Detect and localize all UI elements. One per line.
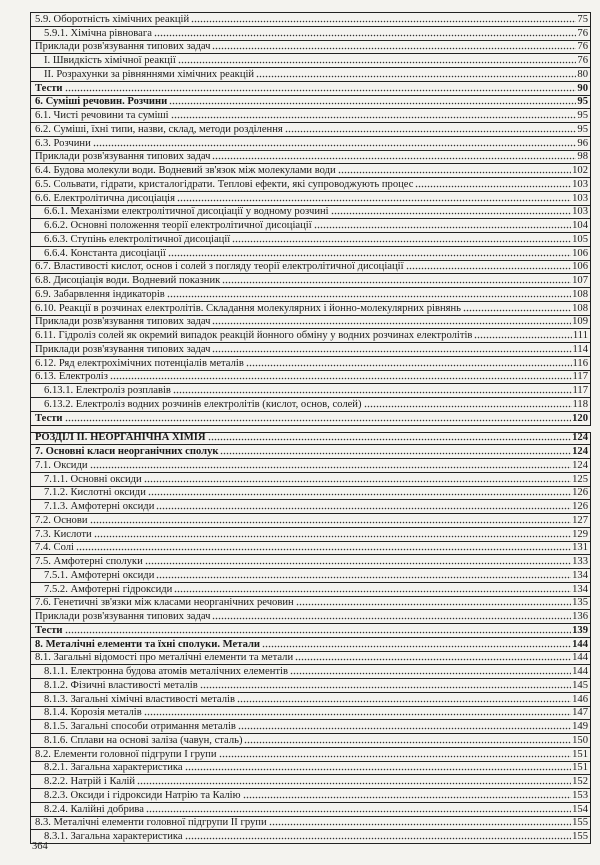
toc-entry-title: 6.8. Дисоціація води. Водневий показник	[35, 275, 221, 286]
toc-entry-title: 8. Металічні елементи та їхні сполуки. Метали	[35, 638, 261, 650]
toc-entry-title: Тести	[35, 412, 63, 424]
dot-leader	[177, 199, 571, 202]
toc-entry-title: 8.1.1. Електронна будова атомів металічних елементів	[44, 666, 288, 677]
dot-leader	[295, 658, 571, 661]
toc-entry	[31, 412, 591, 426]
toc-entry-page: 95	[577, 110, 588, 121]
toc-entry-page: 76	[577, 41, 588, 53]
toc-entry-page: 120	[572, 412, 588, 424]
toc-entry	[31, 789, 591, 803]
toc-entry-title: 7.4. Солі	[35, 542, 74, 554]
toc-entry-page: 150	[572, 734, 588, 746]
dot-leader	[244, 741, 571, 744]
dot-leader	[238, 727, 571, 730]
toc-entry-page: 80	[577, 68, 588, 80]
toc-entry-page: 153	[572, 789, 588, 801]
toc-entry-title: 6.13.1. Електроліз розплавів	[44, 385, 171, 396]
toc-entry-title: 8.1.3. Загальні хімічні властивості металів	[44, 693, 235, 705]
toc-entry-title: 7.1.1. Основні оксиди	[44, 473, 142, 485]
toc-entry	[31, 693, 591, 707]
toc-entry-page: 127	[572, 514, 588, 526]
toc-entry-title: 5.9.1. Хімічна рівновага	[44, 27, 152, 39]
toc-entry-page: 95	[577, 123, 588, 135]
table-of-contents	[30, 12, 591, 844]
dot-leader	[185, 837, 571, 840]
toc-entry-page: 103	[572, 192, 588, 204]
toc-entry	[31, 720, 591, 734]
toc-entry-title: Приклади розв'язування типових задач	[35, 151, 211, 163]
dot-leader	[146, 810, 571, 813]
toc-entry-title: 8.1.6. Сплави на основі заліза (чавун, сталь)	[44, 734, 243, 746]
toc-entry-title: 7.5. Амфотерні сполуки	[35, 556, 143, 567]
toc-entry-page: 109	[572, 316, 588, 328]
toc-entry	[31, 459, 591, 473]
toc-entry-page: 75	[577, 13, 588, 25]
toc-entry	[31, 734, 591, 748]
toc-entry-page: 124	[572, 432, 588, 444]
toc-entry-title: 6.11. Гідроліз солей як окремий випадок реакцій йонного обміну у водних розчинах електролітів	[35, 330, 473, 341]
dot-leader	[148, 493, 571, 496]
toc-entry-title: 8.3.1. Загальна характеристика	[44, 831, 183, 842]
toc-entry	[31, 206, 591, 220]
toc-entry	[31, 445, 591, 459]
toc-entry-page: 134	[572, 583, 588, 595]
toc-entry-page: 151	[572, 748, 588, 760]
toc-entry-title: 7.5.1. Амфотерні оксиди	[44, 569, 155, 581]
toc-entry-page: 108	[572, 302, 588, 314]
toc-entry	[31, 555, 591, 569]
toc-entry-title: 6.3. Розчини	[35, 137, 91, 149]
dot-leader	[314, 226, 571, 229]
dot-leader	[212, 322, 571, 325]
toc-entry	[31, 528, 591, 542]
dot-leader	[219, 755, 572, 758]
dot-leader	[212, 47, 576, 50]
toc-entry	[31, 82, 591, 96]
toc-entry	[31, 707, 591, 721]
dot-leader	[144, 480, 571, 483]
toc-entry-page: 125	[572, 473, 588, 485]
toc-entry-title: РОЗДІЛ II. НЕОРГАНІЧНА ХІМІЯ	[35, 432, 206, 444]
toc-entry	[31, 398, 591, 412]
toc-entry	[31, 13, 591, 27]
toc-entry	[31, 178, 591, 192]
toc-entry	[31, 27, 591, 41]
toc-entry	[31, 261, 591, 275]
toc-entry-page: 76	[577, 27, 588, 39]
toc-entry	[31, 192, 591, 206]
toc-entry	[31, 817, 591, 831]
toc-entry	[31, 473, 591, 487]
toc-entry-page: 129	[572, 528, 588, 540]
toc-entry	[31, 233, 591, 247]
toc-entry-page: 144	[572, 652, 588, 664]
toc-entry	[31, 41, 591, 55]
dot-leader	[90, 521, 572, 524]
toc-entry-title: Приклади розв'язування типових задач	[35, 611, 211, 622]
toc-entry-title: 8.2.3. Оксиди і гідроксиди Натрію та Калію	[44, 789, 241, 801]
dot-leader	[406, 267, 572, 270]
toc-entry-page: 111	[572, 330, 588, 341]
toc-entry-page: 126	[572, 501, 588, 512]
toc-entry-title: 6.7. Властивості кислот, основ і солей з погляду теорії електролітичної дисоціації	[35, 261, 404, 273]
dot-leader	[154, 34, 577, 37]
toc-entry-page: 154	[572, 803, 588, 815]
dot-leader	[256, 75, 576, 78]
toc-entry-page: 103	[572, 178, 588, 190]
dot-leader	[200, 686, 571, 689]
dot-leader	[168, 254, 571, 257]
dot-leader	[76, 548, 571, 551]
dot-leader	[144, 713, 571, 716]
dot-leader	[191, 20, 576, 23]
toc-entry	[31, 597, 591, 611]
toc-entry-page: 146	[572, 693, 588, 705]
toc-entry	[31, 137, 591, 151]
toc-section-heading	[31, 432, 591, 446]
toc-entry-title: Приклади розв'язування типових задач	[35, 343, 211, 355]
toc-entry-title: 6.13.2. Електроліз водних розчинів електролітів (кислот, основ, солей)	[44, 398, 362, 410]
toc-entry-page: 155	[572, 817, 588, 829]
toc-entry	[31, 775, 591, 789]
toc-entry	[31, 610, 591, 624]
toc-entry	[31, 371, 591, 385]
toc-entry-page: 118	[572, 398, 588, 410]
dot-leader	[220, 452, 571, 455]
toc-entry	[31, 762, 591, 776]
toc-entry	[31, 803, 591, 817]
toc-entry	[31, 679, 591, 693]
toc-entry-page: 124	[572, 446, 588, 457]
toc-entry-page: 90	[577, 82, 588, 94]
toc-entry-page: 149	[572, 721, 588, 732]
toc-entry-page: 117	[572, 385, 588, 396]
dot-leader	[474, 336, 571, 339]
dot-leader	[93, 144, 577, 147]
dot-leader	[173, 391, 572, 394]
toc-entry-title: 8.2.2. Натрій і Калій	[44, 776, 136, 787]
toc-entry	[31, 569, 591, 583]
toc-entry-title: 8.1.4. Корозія металів	[44, 707, 142, 719]
page-number: 364	[32, 841, 48, 852]
toc-entry-title: 6.1. Чисті речовини та суміші	[35, 110, 169, 121]
toc-entry	[31, 624, 591, 638]
dot-leader	[296, 603, 571, 606]
toc-entry-title: 6. Суміші речовин. Розчини	[35, 96, 168, 108]
toc-entry-page: 126	[572, 487, 588, 499]
toc-entry	[31, 357, 591, 371]
toc-entry-title: Тести	[35, 82, 63, 94]
dot-leader	[137, 782, 571, 785]
toc-entry-title: 6.4. Будова молекули води. Водневий зв'язок між молекулами води	[35, 165, 336, 176]
toc-entry	[31, 514, 591, 528]
toc-entry-page: 131	[572, 542, 588, 554]
toc-entry-page: 116	[572, 357, 588, 369]
dot-leader	[185, 768, 571, 771]
toc-entry	[31, 316, 591, 330]
toc-entry-title: 8.3. Металічні елементи головної підгрупи II групи	[35, 817, 267, 829]
dot-leader	[331, 212, 572, 215]
toc-entry-page: 114	[572, 343, 588, 355]
toc-entry-title: 6.6.3. Ступінь електролітичної дисоціації	[44, 233, 231, 245]
toc-entry	[31, 638, 591, 652]
dot-leader	[463, 309, 571, 312]
toc-entry-title: 6.6. Електролітична дисоціація	[35, 192, 175, 204]
toc-entry-title: 7.3. Кислоти	[35, 528, 92, 540]
toc-entry-title: 7. Основні класи неорганічних сполук	[35, 446, 219, 457]
toc-entry-title: 7.1.2. Кислотні оксиди	[44, 487, 146, 499]
toc-entry-title: 7.6. Генетичні зв'язки між класами неорганічних речовин	[35, 597, 294, 609]
toc-entry-page: 139	[572, 624, 588, 636]
toc-entry	[31, 329, 591, 343]
toc-entry-page: 106	[572, 247, 588, 259]
toc-entry-page: 152	[572, 776, 588, 787]
toc-entry	[31, 652, 591, 666]
toc-entry-page: 136	[572, 611, 588, 622]
toc-entry	[31, 583, 591, 597]
toc-entry	[31, 109, 591, 123]
toc-entry	[31, 500, 591, 514]
toc-entry-page: 147	[572, 707, 588, 719]
dot-leader	[110, 377, 572, 380]
toc-entry-title: 6.6.1. Механізми електролітичної дисоціації у водному розчині	[44, 206, 329, 218]
toc-entry	[31, 151, 591, 165]
toc-entry	[31, 288, 591, 302]
dot-leader	[212, 157, 576, 160]
dot-leader	[246, 364, 572, 367]
dot-leader	[156, 576, 571, 579]
toc-entry-title: 7.1.3. Амфотерні оксиди	[44, 501, 155, 512]
toc-entry-page: 117	[572, 371, 588, 383]
toc-entry-page: 151	[572, 762, 588, 774]
dot-leader	[285, 130, 577, 133]
dot-leader	[237, 700, 571, 703]
toc-entry-page: 76	[577, 55, 588, 66]
dot-leader	[156, 507, 571, 510]
toc-entry	[31, 830, 591, 844]
dot-leader	[290, 672, 571, 675]
dot-leader	[262, 645, 571, 648]
toc-entry-title: 8.1. Загальні відомості про металічні елементи та метали	[35, 652, 294, 664]
dot-leader	[169, 102, 576, 105]
toc-entry-title: 8.1.5. Загальні способи отримання металів	[44, 721, 236, 732]
dot-leader	[65, 631, 572, 634]
toc-entry-title: 6.6.4. Константа дисоціації	[44, 247, 166, 259]
toc-entry-title: I. Швидкість хімічної реакції	[44, 55, 176, 66]
toc-entry-title: 6.13. Електроліз	[35, 371, 108, 383]
toc-entry-page: 144	[572, 638, 588, 650]
toc-entry-title: 7.2. Основи	[35, 514, 88, 526]
dot-leader	[94, 535, 571, 538]
dot-leader	[90, 466, 572, 469]
toc-entry	[31, 665, 591, 679]
dot-leader	[212, 350, 571, 353]
toc-entry	[31, 487, 591, 501]
toc-entry-title: 8.2. Елементи головної підгрупи I групи	[35, 748, 217, 760]
dot-leader	[269, 823, 571, 826]
dot-leader	[174, 590, 571, 593]
toc-entry	[31, 247, 591, 261]
toc-entry	[31, 96, 591, 110]
toc-entry-page: 135	[572, 597, 588, 609]
dot-leader	[415, 185, 571, 188]
toc-entry	[31, 54, 591, 68]
dot-leader	[171, 116, 577, 119]
dot-leader	[364, 405, 572, 408]
toc-entry	[31, 123, 591, 137]
toc-entry-title: Приклади розв'язування типових задач	[35, 316, 211, 328]
toc-entry-page: 145	[572, 679, 588, 691]
dot-leader	[145, 562, 571, 565]
toc-entry-page: 106	[572, 261, 588, 273]
toc-entry	[31, 302, 591, 316]
toc-entry	[31, 274, 591, 288]
toc-entry-title: 6.9. Забарвлення індикаторів	[35, 288, 165, 300]
dot-leader	[243, 796, 572, 799]
toc-entry-title: 7.1. Оксиди	[35, 459, 88, 471]
toc-entry-title: 6.10. Реакції в розчинах електролітів. Складання молекулярних і йонно-молекулярних рівнянь	[35, 302, 462, 314]
toc-entry-page: 103	[572, 206, 588, 218]
dot-leader	[232, 240, 571, 243]
toc-entry-title: 6.12. Ряд електрохімічних потенціалів металів	[35, 357, 244, 369]
toc-entry	[31, 68, 591, 82]
toc-entry	[31, 748, 591, 762]
toc-entry-page: 107	[572, 275, 588, 286]
toc-entry-title: 5.9. Оборотність хімічних реакцій	[35, 13, 190, 25]
toc-entry-page: 133	[572, 556, 588, 567]
toc-entry-page: 124	[572, 459, 588, 471]
dot-leader	[178, 61, 577, 64]
toc-entry-page: 134	[572, 569, 588, 581]
toc-entry	[31, 343, 591, 357]
toc-entry-page: 98	[577, 151, 588, 163]
dot-leader	[222, 281, 571, 284]
dot-leader	[65, 419, 572, 422]
toc-entry-title: Приклади розв'язування типових задач	[35, 41, 211, 53]
toc-entry-title: 8.2.4. Калійні добрива	[44, 803, 144, 815]
dot-leader	[65, 89, 577, 92]
toc-entry-title: 6.5. Сольвати, гідрати, кристалогідрати. Теплові ефекти, які супроводжують процес	[35, 178, 414, 190]
toc-entry	[31, 219, 591, 233]
toc-entry-page: 95	[577, 96, 588, 108]
toc-entry-title: 8.1.2. Фізичні властивості металів	[44, 679, 198, 691]
toc-entry-page: 96	[577, 137, 588, 149]
toc-entry-title: Тести	[35, 624, 63, 636]
dot-leader	[212, 617, 571, 620]
toc-entry-page: 102	[572, 165, 588, 176]
toc-entry	[31, 384, 591, 398]
toc-entry-page: 144	[572, 666, 588, 677]
toc-entry-page: 108	[572, 288, 588, 300]
dot-leader	[208, 438, 572, 441]
toc-entry-title: 6.6.2. Основні положення теорії електролітичної дисоціації	[44, 220, 312, 231]
dot-leader	[338, 171, 571, 174]
dot-leader	[167, 295, 571, 298]
toc-entry-title: II. Розрахунки за рівняннями хімічних реакцій	[44, 68, 255, 80]
toc-entry-page: 104	[572, 220, 588, 231]
toc-entry	[31, 542, 591, 556]
toc-entry-page: 105	[572, 233, 588, 245]
toc-entry-page: 155	[572, 831, 588, 842]
toc-entry-title: 8.2.1. Загальна характеристика	[44, 762, 183, 774]
toc-entry-title: 7.5.2. Амфотерні гідроксиди	[44, 583, 173, 595]
toc-entry	[31, 164, 591, 178]
toc-entry-title: 6.2. Суміші, їхні типи, назви, склад, методи розділення	[35, 123, 283, 135]
